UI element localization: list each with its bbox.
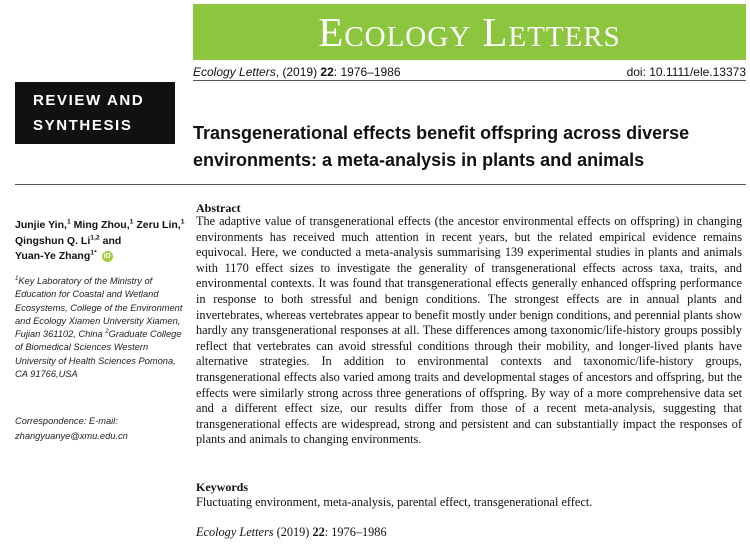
citation-year: , (2019) (275, 65, 321, 79)
citation-pages: : 1976–1986 (333, 65, 401, 79)
keywords-heading: Keywords (196, 480, 248, 494)
header-divider (15, 184, 746, 185)
affiliations (15, 275, 185, 381)
author-conjunction: and (99, 234, 122, 247)
author-affil-sup: 1,2 (90, 234, 100, 241)
correspondence-email[interactable]: zhangyuanye@xmu.edu.cn (15, 430, 128, 441)
bottom-citation-pages: : 1976–1986 (324, 525, 387, 539)
section-label-line1: REVIEW AND (33, 92, 145, 109)
author-affil-sup: 1 (66, 218, 71, 226)
bottom-citation (196, 525, 387, 540)
affiliation-text: Graduate College of Biomedical Sciences Western University of Health Sciences Pomona, CA 91766,USA (15, 329, 182, 380)
section-label (33, 88, 144, 138)
author-name[interactable]: Ming Zhou, (70, 219, 130, 231)
section-label-box (15, 82, 175, 144)
author-name[interactable]: Junjie Yin, (15, 219, 67, 231)
citation-left (193, 65, 401, 79)
affiliation-number: 1 (15, 275, 19, 282)
bottom-citation-journal: Ecology Letters (196, 525, 274, 539)
abstract-text: The adaptive value of transgenerational effects (the ancestor environmental effects on offspring) in changing environments has received much attention in recent years, but the related empirical evidence remains equivocal. Here, we conducted a meta-analysis summarising 139 experimental studies in plants and animals with 1170 effect sizes to investigate the generality of transgenerational effects across taxa, traits, and environmental contexts. It was found that transgenerational effects generally enhanced offspring performance in response to both stressful and benign conditions. The strongest effects are in annual plants and invertebrates, whereas vertebrates appear to benefit mostly under benign conditions, and perennial plants show hardly any transgenerational responses at all. These differences among taxonomic/life-history groups possibly reflect that vertebrates can avoid stressful conditions through their mobility, and longer-lived plants have alternative strategies. In addition to environmental contexts and taxonomic/life-history groups, transgenerational effects also varied among traits and developmental stages of ancestors and offspring, but the effects were similarly strong across three generations of offspring. By way of a more comprehensive data set and a different effect size, our results differ from those of a recent meta-analysis, suggesting that transgenerational effects are widespread, strong and persistent and can substantially impact the responses of plants and animals to changing environments. (196, 214, 742, 447)
journal-banner-title: Ecology Letters (318, 9, 621, 55)
affiliation-text: Key Laboratory of the Ministry of Education for Coastal and Wetland Ecosystems, College of the Environment and Ecology Xiamen University Xiamen, Fujian 361102, China (15, 276, 183, 340)
orcid-icon[interactable]: iD (103, 252, 111, 260)
author-affil-sup: 1 (180, 218, 185, 226)
bottom-citation-volume: 22 (312, 525, 325, 539)
journal-banner (193, 4, 746, 60)
author-name[interactable]: Yuan-Ye Zhang (15, 250, 91, 262)
correspondence-label: Correspondence: E-mail: (15, 416, 118, 426)
author-name[interactable]: Qingshun Q. Li (15, 234, 91, 247)
keywords-text: Fluctuating environment, meta-analysis, parental effect, transgenerational effect. (196, 495, 593, 509)
top-divider (193, 80, 746, 81)
citation-volume: 22 (320, 65, 334, 79)
correspondence (15, 414, 185, 443)
abstract-heading: Abstract (196, 201, 241, 215)
author-affil-sup: 1 (129, 218, 134, 226)
affiliation-number: 2 (105, 329, 109, 336)
doi-link[interactable]: doi: 10.1111/ele.13373 (626, 65, 746, 79)
citation-journal-name: Ecology Letters (193, 65, 276, 79)
author-name[interactable]: Zeru Lin, (133, 219, 181, 231)
article-title: Transgenerational effects benefit offspring across diverse environments: a meta-analysis in plants and animals (193, 123, 690, 170)
bottom-citation-year: (2019) (273, 525, 313, 539)
author-affil-sup: 1* (90, 249, 97, 257)
section-label-line2: SYNTHESIS (33, 117, 133, 134)
author-list (15, 218, 185, 265)
corresponding-author-mark: * (94, 249, 97, 257)
